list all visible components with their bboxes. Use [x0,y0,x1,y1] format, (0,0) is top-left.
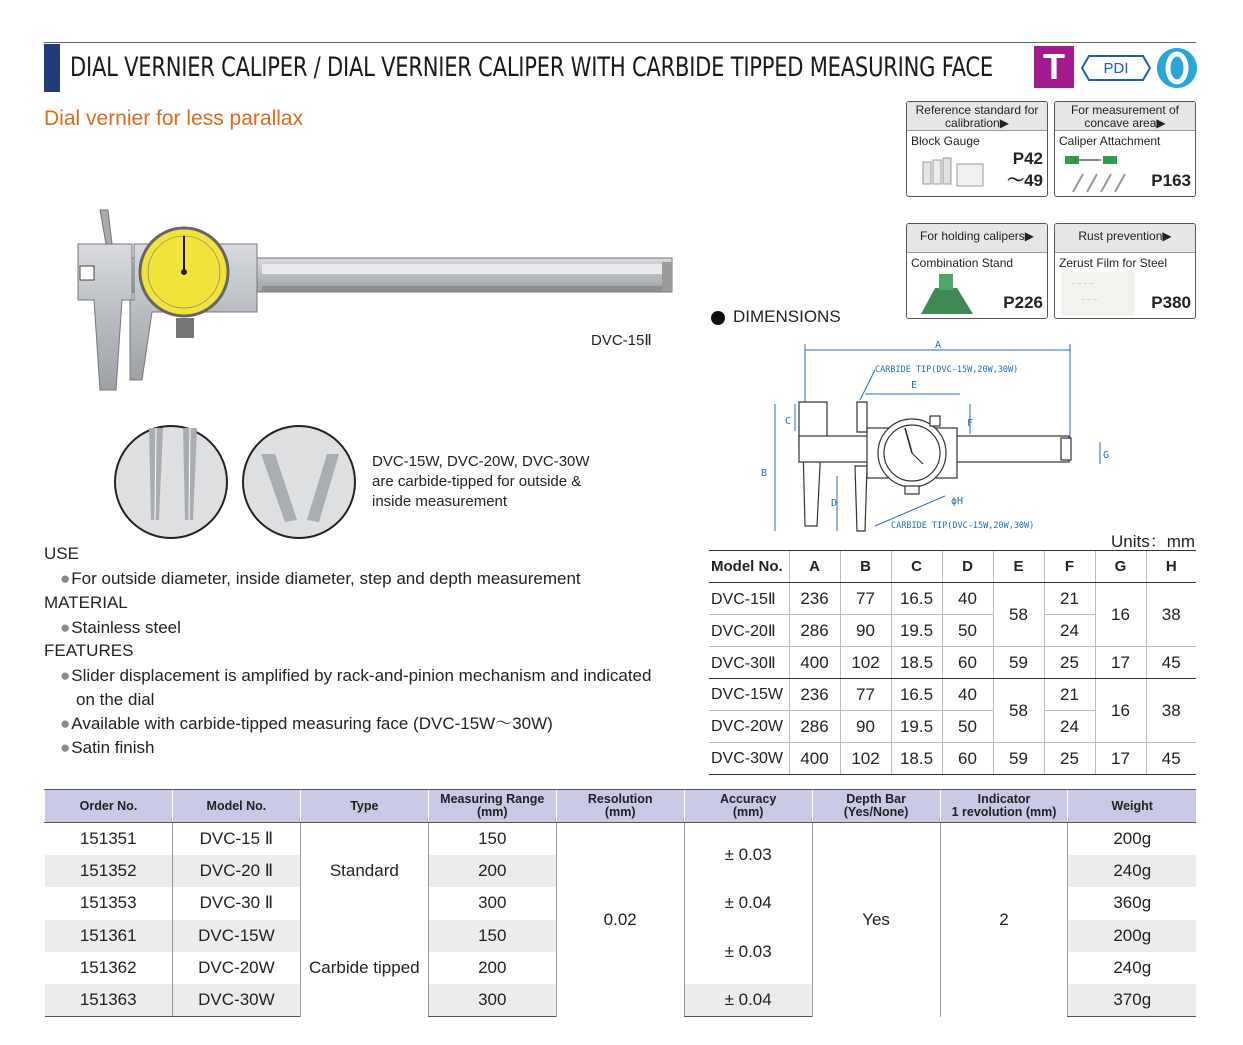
combination-stand-image [917,270,977,316]
column-header: Accuracy (mm) [684,790,812,823]
ref-card-zerust-film[interactable] [1054,223,1196,319]
cell: 77 [840,679,891,711]
column-header: Resolution (mm) [556,790,684,823]
cell: 50 [942,711,993,743]
svg-text:CARBIDE TIP(DVC-15W,20W,30W): CARBIDE TIP(DVC-15W,20W,30W) [875,365,1019,375]
ref-card-caliper-attachment[interactable] [1054,101,1196,197]
column-header: A [789,551,840,583]
block-gauge-image [921,154,991,190]
cell: 24 [1044,711,1095,743]
cell-order-no: 151352 [45,855,173,887]
svg-text:ϕH: ϕH [951,496,964,507]
feature-item-continued: on the dial [76,690,155,709]
svg-text:D: D [831,498,838,509]
order-header-row [45,790,1197,823]
cell: 59 [993,743,1044,775]
feature-item: ● Slider displacement is amplified by rack-and-pinion mechanism and indicated [60,664,651,688]
caliper-photo [72,200,682,405]
cell: 45 [1146,743,1196,775]
carbide-note [372,452,590,512]
svg-text:E: E [911,380,918,391]
cell-model: DVC-30 Ⅱ [172,887,300,919]
feature-item: ● Satin finish [60,736,154,760]
table-row [709,583,1196,615]
svg-text:A: A [935,340,942,351]
jaw-detail-inside [241,424,358,541]
page-title: DIAL VERNIER CALIPER / DIAL VERNIER CALIPER WITH CARBIDE TIPPED MEASURING FACE [70,52,993,83]
badge-t: T [1034,46,1074,88]
cell: 38 [1146,679,1196,743]
cell: 19.5 [891,711,942,743]
cell-model: DVC-15 Ⅱ [172,823,300,855]
zerust-film-image [1061,272,1135,316]
cell: 16.5 [891,679,942,711]
ref-card-name: Combination Stand [911,256,1014,270]
cell: 286 [789,711,840,743]
cell-order-no: 151361 [45,920,173,952]
table-row [709,743,1196,775]
cell: 58 [993,583,1044,647]
ref-card-page: P163 [1151,171,1191,190]
column-header: H [1146,551,1196,583]
cell: 58 [993,679,1044,743]
cell: 25 [1044,647,1095,679]
cell-type: Carbide tipped [300,920,428,1017]
cell-weight: 240g [1068,855,1196,887]
svg-text:B: B [761,468,768,479]
carbide-note-line: are carbide-tipped for outside & [372,473,582,490]
cell: 400 [789,647,840,679]
column-header: C [891,551,942,583]
carbide-note-line: inside measurement [372,493,508,510]
cell: 59 [993,647,1044,679]
column-header: Indicator 1 revolution (mm) [940,790,1068,823]
cell: 40 [942,679,993,711]
svg-text:F: F [967,418,974,429]
cell-accuracy: ± 0.04 [684,887,812,919]
cell-model: DVC-15Ⅱ [709,583,789,615]
cell: 21 [1044,679,1095,711]
column-header: G [1095,551,1146,583]
cell: 17 [1095,647,1146,679]
cell: 40 [942,583,993,615]
units-label: Units：mm [1111,532,1196,551]
ref-card-combination-stand[interactable] [906,223,1048,319]
cell: 400 [789,743,840,775]
feature-item: ● Available with carbide-tipped measuring face (DVC-15W～30W) [60,712,553,736]
table-row [45,823,1197,855]
cell-accuracy: ± 0.03 [684,823,812,888]
cell-order-no: 151351 [79,828,137,848]
cell-indicator: 2 [940,823,1068,1017]
badge-pdi [1081,54,1151,82]
cell: 236 [789,583,840,615]
cell: 77 [840,583,891,615]
cell-weight: 240g [1068,952,1196,984]
jaw-detail-outside [113,424,230,541]
cell: 16 [1095,583,1146,647]
cell-model: DVC-30Ⅱ [709,647,789,679]
dimensions-heading: DIMENSIONS [733,307,841,326]
svg-text:G: G [1103,450,1110,461]
column-header: F [1044,551,1095,583]
cell: 102 [840,743,891,775]
cell-order-no: 151362 [79,958,137,978]
ref-card-block-gauge[interactable] [906,101,1048,197]
cell-order-no: 151363 [45,984,173,1016]
column-header: Order No. [45,790,173,823]
cell-accuracy: ± 0.04 [684,984,812,1016]
cell: 16.5 [891,583,942,615]
cell-model: DVC-20W [709,711,789,743]
cell-range: 150 [428,823,556,855]
svg-text:CARBIDE TIP(DVC-15W,20W,30W): CARBIDE TIP(DVC-15W,20W,30W) [891,521,1035,531]
table-row [709,647,1196,679]
cell-range: 150 [428,920,556,952]
subtitle: Dial vernier for less parallax [44,107,304,130]
cell: 17 [1095,743,1146,775]
cell: 25 [1044,743,1095,775]
cell-model: DVC-30W [172,984,300,1016]
cell-depth-bar: Yes [812,823,940,1017]
ref-card-heading: Rust prevention▶ [1055,224,1195,253]
dimension-drawing [755,336,1135,536]
svg-text:~ ~ ~: ~ ~ ~ [1081,297,1098,304]
cell-range: 300 [428,984,556,1016]
badge-zero [1157,48,1197,88]
features-title: FEATURES [44,641,134,660]
cell: 60 [942,743,993,775]
cell-model: DVC-20W [172,952,300,984]
header-rule [44,42,1196,43]
cell: 236 [789,679,840,711]
cell-resolution: 0.02 [556,823,684,1017]
caliper-attachment-image [1063,152,1143,194]
dimensions-header-row [709,551,1196,583]
cell: 90 [840,711,891,743]
cell-range: 200 [428,952,556,984]
ref-card-page: P226 [1003,293,1043,312]
cell-type: Standard [300,823,428,920]
svg-text:~ ~ ~ ~: ~ ~ ~ ~ [1071,281,1094,288]
cell-model: DVC-15W [709,679,789,711]
header-accent-bar [44,44,60,92]
use-item: ● For outside diameter, inside diameter, step and depth measurement [60,567,581,591]
cell: 45 [1146,647,1196,679]
cell-model: DVC-20 Ⅱ [172,855,300,887]
column-header: B [840,551,891,583]
cell: 60 [942,647,993,679]
cell: 21 [1044,583,1095,615]
column-header: D [942,551,993,583]
ref-card-name: Block Gauge [911,134,980,148]
cell: 286 [789,615,840,647]
cell: 38 [1146,583,1196,647]
column-header: Depth Bar (Yes/None) [812,790,940,823]
cell-order-no: 151353 [79,893,137,913]
column-header: E [993,551,1044,583]
column-header: Weight [1068,790,1196,823]
cell-weight: 370g [1068,984,1196,1016]
cell: 90 [840,615,891,647]
ref-card-page: P380 [1151,293,1191,312]
cell: 19.5 [891,615,942,647]
column-header: Type [300,790,428,823]
material-title: MATERIAL [44,593,128,612]
cell: 102 [840,647,891,679]
cell-weight: 200g [1068,920,1196,952]
ref-card-name: Caliper Attachment [1059,134,1161,148]
table-row [709,679,1196,711]
use-title: USE [44,544,79,563]
ref-card-heading: Reference standard for calibration▶ [907,102,1047,131]
ref-card-name: Zerust Film for Steel [1059,256,1168,270]
cell-model: DVC-15W [172,920,300,952]
column-header: Model No. [709,551,789,583]
carbide-note-line: DVC-15W, DVC-20W, DVC-30W [372,453,590,470]
cell: 18.5 [891,647,942,679]
dimensions-table [709,550,1196,775]
cell-weight: 200g [1068,823,1196,855]
ref-card-heading: For holding calipers▶ [907,224,1047,253]
cell: 24 [1044,615,1095,647]
svg-text:C: C [785,416,792,427]
ref-card-page: P42 ～49 [1007,149,1043,190]
svg-text:PDI: PDI [1103,60,1129,77]
cell-weight: 360g [1068,887,1196,919]
cell: 16 [1095,679,1146,743]
cell-model: DVC-30W [709,743,789,775]
material-item: ● Stainless steel [60,616,181,640]
column-header: Measuring Range (mm) [428,790,556,823]
cell-model: DVC-20Ⅱ [709,615,789,647]
cell: 18.5 [891,743,942,775]
column-header: Model No. [172,790,300,823]
ref-card-heading: For measurement of concave area▶ [1055,102,1195,131]
cell-range: 200 [428,855,556,887]
cell-accuracy: ± 0.03 [684,920,812,985]
dimensions-bullet-icon [711,311,725,325]
model-caption: DVC-15Ⅱ [591,332,652,349]
cell-range: 300 [428,887,556,919]
cell: 50 [942,615,993,647]
order-table [44,789,1196,1017]
